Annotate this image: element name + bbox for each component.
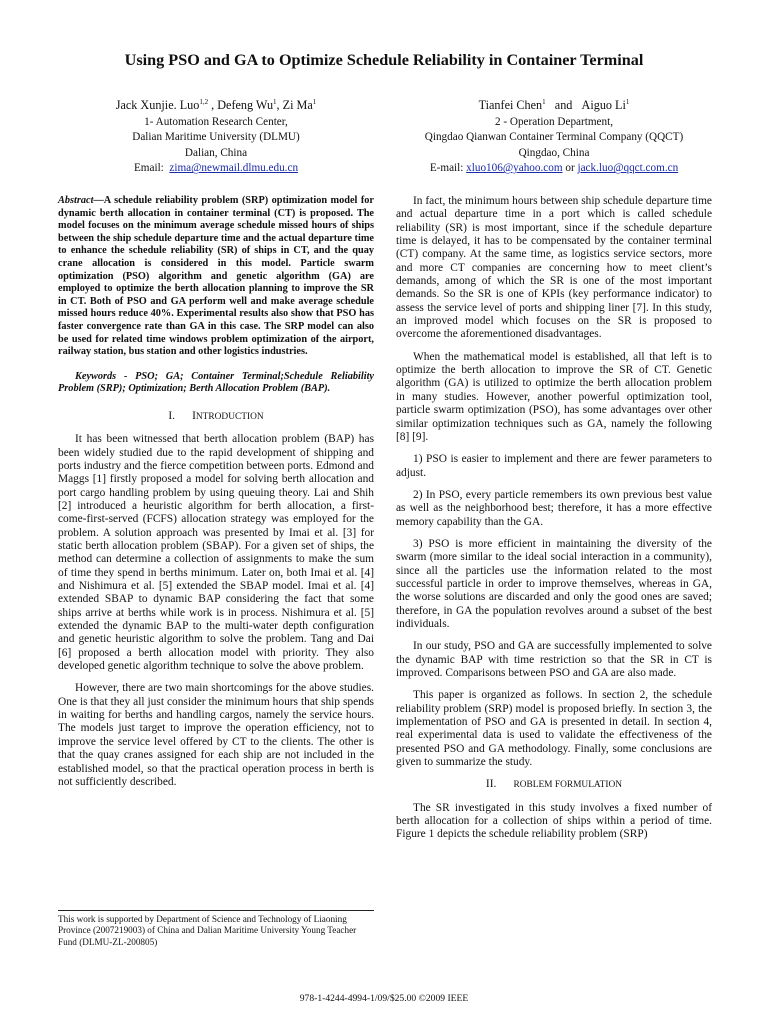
- paragraph: In fact, the minimum hours between ship schedule departure time and actual departure time in a port which is called schedule reliability (SR) is most important, since if the schedule departure time is delayed, it has to be compensated by the container terminal (CT) company. At the same time, as logistics service sectors, more and more CT companies are concerning how to meet client’s demands, among of which the SR is one of the most important demands. So the SR is one of KPIs (key performance indicator) to assess the service level of ports and shipping liner [7]. In this study, an improved model which focuses on the SR is proposed to overcome the aforementioned disadvantages.: [396, 195, 712, 341]
- paragraph: This paper is organized as follows. In section 2, the schedule reliability problem (SRP) model is proposed briefly. In section 3, the implementation of PSO and GA is presented in detail. In section 4, real experimental data is used to validate the effectiveness of the presented PSO and GA methodology. Finally, some conclusions are given to summarize the study.: [396, 689, 712, 769]
- paragraph: In our study, PSO and GA are successfully implemented to solve the dynamic BAP with time restriction so that the SR in CT is improved. Comparisons between PSO and GA are also made.: [396, 640, 712, 679]
- email-label: Email:: [133, 162, 164, 175]
- right-column: [396, 195, 712, 851]
- list-item: 2) In PSO, every particle remembers its own previous best value as well as the neighborhood best; therefore, it has a more effective memory capability than the GA.: [396, 488, 712, 528]
- email-link[interactable]: xluo106@yahoo.com: [466, 162, 563, 175]
- paragraph: However, there are two main shortcomings for the above studies. One is that they all just consider the minimum hours that ship spends in waiting for berths and handling cargos, namely the service hours. The models just target to improve the operation efficiency, not to improve the service level offered by CT to the clients. The other is that the quay cranes assigned for each ship are not included in the established model, so that the practical operation process in berth is not sufficiently described.: [58, 682, 374, 788]
- affiliation-line: Qingdao, China: [518, 146, 590, 159]
- list-item: 1) PSO is easier to implement and there are fewer parameters to adjust.: [396, 453, 712, 479]
- keywords: Keywords - PSO; GA; Container Terminal;Schedule Reliability Problem (SRP); Optimization; Berth Allocation Problem (BAP).: [58, 370, 374, 395]
- section-numeral: I.: [168, 409, 176, 422]
- footnote: This work is supported by Department of Science and Technology of Liaoning Province (2007219003) of China and Dalian Maritime University Young Teacher Fund (DLMU-ZL-200805): [58, 914, 357, 947]
- section-title-rest: NTRODUCTION: [195, 411, 264, 422]
- email-line-left: [58, 161, 374, 176]
- section-numeral: II.: [485, 778, 497, 791]
- copyright-footer: 978-1-4244-4994-1/09/$25.00 ©2009 IEEE: [299, 993, 469, 1004]
- email-label: E-mail:: [429, 162, 464, 175]
- section-heading-introduction: [58, 410, 374, 424]
- author-names-right: Tianfei Chen$^1$ and Aiguo Li$^1$: [478, 97, 630, 112]
- email-link[interactable]: zima@newmail.dlmu.edu.cn: [169, 162, 299, 175]
- paragraph: When the mathematical model is established, all that left is to optimize the berth allocation to improve the SR of CT. Genetic algorithm (GA) is utilized to optimize the berth allocation problem in many studies. However, another powerful optimization tool, particle swarm optimization (PSO), has some advantages over other similar optimization techniques such as GA, namely the following [8] [9].: [396, 350, 712, 443]
- email-line-right: [396, 161, 712, 176]
- affiliation-line: Qingdao Qianwan Container Terminal Company (QQCT): [424, 131, 684, 144]
- author-block-right: [396, 97, 712, 177]
- footnote-divider: [58, 910, 374, 911]
- abstract: [58, 195, 374, 359]
- section-first-letter: I: [192, 409, 196, 422]
- section-heading-problem-formulation: [396, 778, 712, 792]
- email-link[interactable]: jack.luo@qqct.com.cn: [577, 162, 679, 175]
- abstract-label: Abstract—: [58, 195, 104, 206]
- paragraph: It has been witnessed that berth allocation problem (BAP) has been widely studied due to the rapid development of shipping and ports industry and the fierce competition between ports. Edmond and Maggs [1] firstly proposed a model for solving berth allocation and port cargo handling problem by using queuing theory. Lai and Shih [2] introduced a heuristic algorithm for berth allocation, a first-come-first-served (FCFS) allocation strategy was employed for the problem. A solution approach was presented by Imai et al. [3] for static berth allocation problem (SBAP). For a given set of ships, the method can determine a collection of assignments to make the sum of time they spend in berths minimum. Later on, both Imai et al. [4] and Nishimura et al. [5] extended the SBAP model. Imai et al. [4] extended SBAP to dynamic BAP considering the fact that some ships arrive at berths while work is in process. Nishimura et al. [5] extended the dynamic BAP to the multi-water depth configuration and genetic heuristic algorithm to solve the problem. Tang and Dai [6] proposed a berth allocation model with priority. They also developed genetic algorithm technique to solve the above problem.: [58, 433, 374, 673]
- email-separator: or: [565, 162, 575, 175]
- paragraph: The SR investigated in this study involves a fixed number of berth allocation for a collection of ships within a period of time. Figure 1 depicts the schedule reliability problem (SRP): [396, 801, 712, 841]
- list-item: 3) PSO is more efficient in maintaining the diversity of the swarm (more similar to the ideal social interaction in a community), since all the particles use the information related to the most successful particle in order to improve themselves, whereas in GA, the worse solutions are discarded and only the good ones are saved; therefore, in GA the population revolves around a subset of the best individuals.: [396, 537, 712, 630]
- left-column: [58, 195, 374, 798]
- section-title-rest: ROBLEM FORMULATION: [513, 780, 623, 791]
- affiliation-line: Dalian, China: [184, 146, 248, 159]
- affiliation-line: Dalian Maritime University (DLMU): [132, 131, 300, 144]
- affiliation-line: 2 - Operation Department,: [494, 116, 614, 128]
- paper-title: Using PSO and GA to Optimize Schedule Reliability in Container Terminal: [124, 51, 644, 69]
- abstract-text: A schedule reliability problem (SRP) optimization model for dynamic berth allocation in container terminal (CT) is proposed. The model focuses on the minimum average schedule missed hours of ships between the ship schedule departure time and the actual departure time to enhance the schedule reliability (SR) of ships in CT, and the quay crane allocation is considered in this model. Particle swarm optimization (PSO) algorithm and genetic algorithm (GA) are employed to optimize the berth allocation planning to improve the SR in CT. Both of PSO and GA perform well and make average schedule missed hours reduce 40%. Experimental results also show that PSO has faster convergence rate than GA in this case. The SRP model can also be used for related time windows problem optimization of the airport, railway station, bus station and other logistics industries.: [58, 195, 374, 358]
- affiliation-line: 1- Automation Research Center,: [144, 116, 288, 128]
- author-names-left: Jack Xunjie. Luo$^{1,2}$ , Defeng Wu$^1$, Zi Ma$^1$: [115, 97, 317, 112]
- author-block-left: [58, 97, 374, 177]
